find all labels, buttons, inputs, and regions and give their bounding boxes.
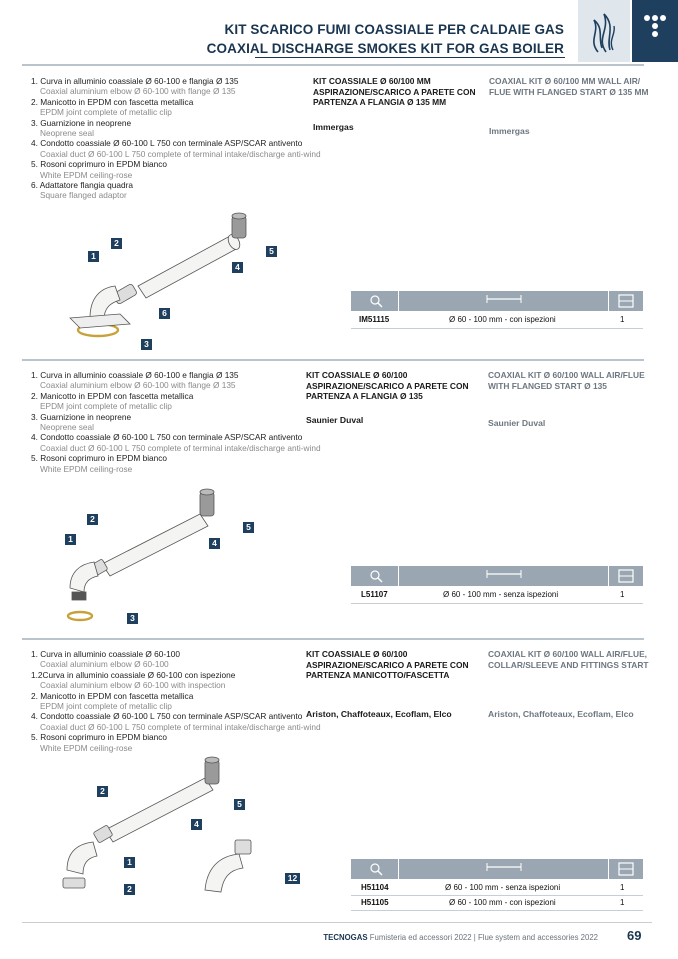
flame-icon [578, 0, 630, 62]
kit-title-line: PARTENZA MANICOTTO/FASCETTA [306, 670, 450, 680]
section-divider [22, 359, 644, 361]
product-description: Ø 60 - 100 mm - con ispezioni [449, 315, 556, 324]
list-item-english: White EPDM ceiling-rose [40, 742, 133, 753]
list-item-english: EPDM joint complete of metallic clip [40, 701, 172, 712]
callout-badge: 2 [111, 238, 122, 249]
list-item-english: EPDM joint complete of metallic clip [40, 107, 172, 118]
dimension-ruler-icon [399, 859, 609, 879]
list-item: 2. Manicotto in EPDM con fascetta metallica [31, 390, 194, 401]
kit-title-english [488, 649, 649, 670]
kit-title-line: KIT COASSIALE Ø 60/100 MM [313, 76, 431, 86]
kit-title-english [489, 76, 648, 97]
table-row [351, 881, 643, 895]
list-item: 1.2Curva in alluminio coassiale Ø 60-100 con ispezione [31, 669, 236, 680]
table-header [351, 566, 643, 586]
list-item-english: Coaxial duct Ø 60-100 L 750 complete of terminal intake/discharge anti-wind [40, 442, 321, 453]
kit-title-italian [306, 370, 469, 402]
kit-title-line: KIT COASSIALE Ø 60/100 [306, 370, 408, 380]
package-boxes-icon [609, 859, 643, 879]
list-item: 3. Guarnizione in neoprene [31, 411, 132, 422]
callout-badge: 2 [124, 884, 135, 895]
list-item-english: Square flanged adaptor [40, 190, 127, 201]
list-item-english: Neoprene seal [40, 422, 94, 433]
product-code: H51104 [361, 883, 389, 892]
product-drawing [60, 208, 280, 348]
kit-title-line: PARTENZA A FLANGIA Ø 135 MM [313, 97, 447, 107]
list-item-english: Neoprene seal [40, 128, 94, 139]
product-drawing [50, 488, 270, 628]
list-item: 5. Rosoni coprimuro in EPDM bianco [31, 159, 168, 170]
product-quantity: 1 [620, 883, 625, 892]
list-item-english: White EPDM ceiling-rose [40, 169, 133, 180]
list-item: 4. Condotto coassiale Ø 60-100 L 750 con terminale ASP/SCAR antivento [31, 711, 303, 722]
callout-badge: 5 [243, 522, 254, 533]
table-row [351, 588, 643, 602]
callout-badge: 4 [191, 819, 202, 830]
callout-badge: 1 [65, 534, 76, 545]
callout-badge: 2 [87, 514, 98, 525]
code-search-icon [351, 859, 399, 879]
row-divider [351, 910, 643, 911]
footer-brand: TECNOGAS [323, 933, 368, 942]
dimension-ruler-icon [399, 566, 609, 586]
component-list [31, 76, 321, 201]
product-drawing [55, 760, 305, 910]
list-item: 2. Manicotto in EPDM con fascetta metallica [31, 690, 194, 701]
list-item: 6. Adattatore flangia quadra [31, 180, 133, 191]
table-header [351, 291, 643, 311]
tecnogas-logo [632, 0, 678, 62]
footer-rule [22, 922, 652, 923]
footer-text [323, 933, 598, 942]
product-code: IM51115 [359, 315, 390, 324]
list-item: 4. Condotto coassiale Ø 60-100 L 750 con terminale ASP/SCAR antivento [31, 138, 303, 149]
callout-badge: 1 [88, 251, 99, 262]
kit-title-italian [306, 649, 469, 681]
brand-italian: Saunier Duval [306, 415, 364, 425]
package-boxes-icon [609, 291, 643, 311]
kit-title-line: ASPIRAZIONE/SCARICO A PARETE CON [306, 380, 469, 391]
callout-badge: 3 [141, 339, 152, 350]
product-code: H51105 [361, 898, 389, 907]
list-item: 5. Rosoni coprimuro in EPDM bianco [31, 732, 168, 743]
callout-badge: 12 [285, 873, 300, 884]
callout-badge: 1 [124, 857, 135, 868]
list-item-english: Coaxial duct Ø 60-100 L 750 complete of terminal intake/discharge anti-wind [40, 148, 321, 159]
callout-badge: 3 [127, 613, 138, 624]
kit-title-english [488, 370, 645, 391]
header-rule [255, 57, 565, 58]
list-item: 3. Guarnizione in neoprene [31, 117, 132, 128]
list-item-english: Coaxial aluminium elbow Ø 60-100 [40, 659, 169, 670]
dimension-ruler-icon [399, 291, 609, 311]
section-divider [22, 638, 644, 640]
code-search-icon [351, 566, 399, 586]
brand-english: Immergas [489, 126, 530, 136]
section-divider [22, 64, 644, 66]
list-item: 5. Rosoni coprimuro in EPDM bianco [31, 453, 168, 464]
table-row [351, 313, 643, 327]
list-item: 1. Curva in alluminio coassiale Ø 60-100 [31, 649, 180, 659]
list-item: 4. Condotto coassiale Ø 60-100 L 750 con terminale ASP/SCAR antivento [31, 432, 303, 443]
page-title-italian: KIT SCARICO FUMI COASSIALE PER CALDAIE GAS [224, 22, 564, 37]
kit-title-line: COAXIAL KIT Ø 60/100 WALL AIR/FLUE, [488, 649, 647, 659]
brand-italian: Ariston, Chaffoteaux, Ecoflam, Elco [306, 709, 452, 719]
kit-title-italian [313, 76, 476, 108]
kit-title-line: COAXIAL KIT Ø 60/100 MM WALL AIR/ [489, 76, 641, 86]
kit-title-line: WITH FLANGED START Ø 135 [488, 380, 607, 391]
product-description: Ø 60 - 100 mm - con ispezioni [449, 898, 556, 907]
row-divider [351, 328, 643, 329]
callout-badge: 5 [234, 799, 245, 810]
brand-italian: Immergas [313, 122, 354, 132]
list-item-english: Coaxial aluminium elbow Ø 60-100 with flange Ø 135 [40, 380, 236, 391]
footer-caption: Fumisteria ed accessori 2022 | Flue system and accessories 2022 [369, 933, 598, 942]
kit-title-line: ASPIRAZIONE/SCARICO A PARETE CON [306, 659, 469, 670]
page-title-english: COAXIAL DISCHARGE SMOKES KIT FOR GAS BOILER [206, 41, 564, 56]
row-divider [351, 603, 643, 604]
kit-title-line: COAXIAL KIT Ø 60/100 WALL AIR/FLUE [488, 370, 645, 380]
brand-english: Ariston, Chaffoteaux, Ecoflam, Elco [488, 709, 634, 719]
list-item-english: Coaxial duct Ø 60-100 L 750 complete of terminal intake/discharge anti-wind [40, 721, 321, 732]
code-search-icon [351, 291, 399, 311]
callout-badge: 4 [209, 538, 220, 549]
product-quantity: 1 [620, 898, 625, 907]
page-number: 69 [627, 928, 642, 943]
brand-english: Saunier Duval [488, 418, 546, 428]
list-item-english: EPDM joint complete of metallic clip [40, 401, 172, 412]
kit-title-line: KIT COASSIALE Ø 60/100 [306, 649, 408, 659]
product-quantity: 1 [620, 590, 625, 599]
product-quantity: 1 [620, 315, 625, 324]
product-description: Ø 60 - 100 mm - senza ispezioni [445, 883, 561, 892]
table-row [351, 896, 643, 910]
kit-title-line: ASPIRAZIONE/SCARICO A PARETE CON [313, 86, 476, 97]
package-boxes-icon [609, 566, 643, 586]
kit-title-line: FLUE WITH FLANGED START Ø 135 MM [489, 86, 649, 97]
component-list [31, 370, 321, 474]
list-item-english: Coaxial aluminium elbow Ø 60-100 with flange Ø 135 [40, 86, 236, 97]
callout-badge: 4 [232, 262, 243, 273]
list-item-english: White EPDM ceiling-rose [40, 463, 133, 474]
list-item: 1. Curva in alluminio coassiale Ø 60-100 e flangia Ø 135 [31, 76, 239, 86]
list-item-english: Coaxial aluminium elbow Ø 60-100 with inspection [40, 680, 226, 691]
list-item: 1. Curva in alluminio coassiale Ø 60-100 e flangia Ø 135 [31, 370, 239, 380]
product-description: Ø 60 - 100 mm - senza ispezioni [443, 590, 559, 599]
kit-title-line: PARTENZA A FLANGIA Ø 135 [306, 391, 423, 401]
table-header [351, 859, 643, 879]
callout-badge: 2 [97, 786, 108, 797]
component-list [31, 649, 321, 753]
product-code: L51107 [361, 590, 388, 599]
callout-badge: 6 [159, 308, 170, 319]
kit-title-line: COLLAR/SLEEVE AND FITTINGS START [488, 659, 649, 670]
callout-badge: 5 [266, 246, 277, 257]
list-item: 2. Manicotto in EPDM con fascetta metallica [31, 96, 194, 107]
